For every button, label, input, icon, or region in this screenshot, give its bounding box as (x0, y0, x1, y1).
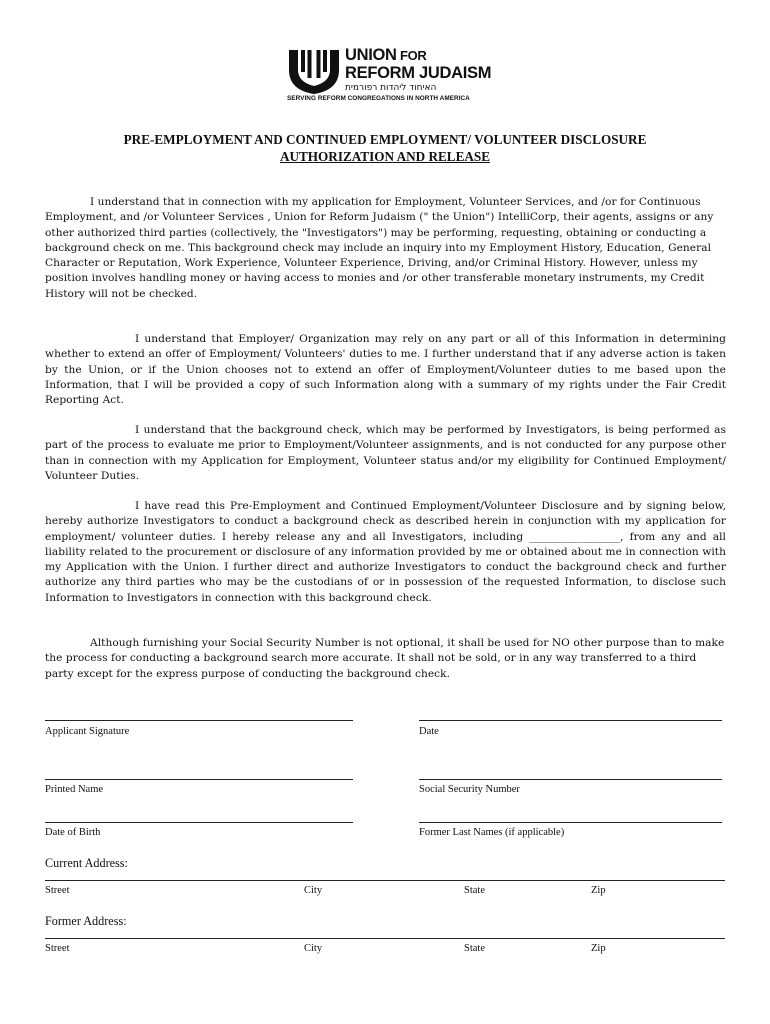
dob-line[interactable] (45, 822, 353, 823)
paragraph-3: I understand that the background check, which may be performed by Investigators, is being performed as part of the process to evaluate me prior to Employment/Volunteer assignments, and is not conducted for any purpose other than in connection with my Application for Employment, Volunteer status and/or my eligibility for Continued Employment/ Volunteer Duties. (45, 424, 726, 482)
ssn-label: Social Security Number (419, 784, 520, 795)
document-subtitle: AUTHORIZATION AND RELEASE (279, 149, 491, 164)
ssn-line[interactable] (419, 779, 722, 780)
paragraph-5: Although furnishing your Social Security Number is not optional, it shall be used for NO other purpose than to make the process for conducting a background search more accurate. It shall not be sold, or in any way transferred to a third party except for the express purpose of conducting the background check. (45, 637, 725, 680)
current-city-label: City (304, 885, 323, 896)
menorah-icon (287, 48, 341, 94)
logo-tagline: SERVING REFORM CONGREGATIONS IN NORTH AMERICA (287, 95, 470, 102)
date-line[interactable] (419, 720, 722, 721)
current-address-line[interactable] (45, 880, 725, 881)
document-title: PRE-EMPLOYMENT AND CONTINUED EMPLOYMENT/ VOLUNTEER DISCLOSURE (123, 132, 647, 147)
current-street-label: Street (45, 885, 70, 896)
logo-title-line2: REFORM JUDAISM (345, 64, 492, 82)
urj-logo (287, 46, 497, 106)
current-state-label: State (464, 885, 485, 896)
logo-hebrew-text: האיחוד ליהדות רפורמית (345, 83, 437, 93)
former-state-label: State (464, 943, 485, 954)
applicant-signature-line[interactable] (45, 720, 353, 721)
dob-label: Date of Birth (45, 827, 101, 838)
printed-name-label: Printed Name (45, 784, 104, 795)
former-city-label: City (304, 943, 323, 954)
applicant-signature-label: Applicant Signature (45, 726, 130, 737)
former-street-label: Street (45, 943, 70, 954)
current-zip-label: Zip (591, 885, 606, 896)
former-last-names-line[interactable] (419, 822, 722, 823)
former-last-names-label: Former Last Names (if applicable) (419, 827, 565, 838)
paragraph-4: I have read this Pre-Employment and Continued Employment/Volunteer Disclosure and by signing below, hereby authorize Investigators to conduct a background check as described herein in conjunction with my application for employment/ volunteer duties. I hereby release any and all Investigators, including _________________, from any and all liability related to the procurement or disclosure of any information provided by me or obtained about me in connection with my Application with the Union. I further direct and authorize Investigators to conduct the background check and further authorize any third parties who may be the custodians of or in possession of the requested Information, to disclose such Information to Investigators in connection with this background check. (45, 500, 726, 604)
current-address-heading: Current Address: (45, 856, 128, 870)
former-address-line[interactable] (45, 938, 725, 939)
former-address-heading: Former Address: (45, 914, 127, 928)
paragraph-1: I understand that in connection with my application for Employment, Volunteer Services, and /or for Continuous Employment, and /or Volunteer Services , Union for Reform Judaism (" the Union") IntelliCorp, their agents, assigns or any other authorized third parties (collectively, the "Investigators") may be performing, requesting, obtaining or conducting a background check on me. This background check may include an inquiry into my Employment History, Education, General Character or Reputation, Work Experience, Volunteer Experience, Driving, and/or Criminal History. However, unless my position involves handling money or having access to monies and /or other transferable monetary instruments, my Credit History will not be checked. (45, 196, 714, 300)
printed-name-line[interactable] (45, 779, 353, 780)
paragraph-2: I understand that Employer/ Organization may rely on any part or all of this Information in determining whether to extend an offer of Employment/ Volunteers' duties to me. I further understand that if any adverse action is taken by the Union, or if the Union chooses not to extend an offer of Employment/Volunteer duties to me based upon the Information, that I will be provided a copy of such Information along with a summary of my rights under the Fair Credit Reporting Act. (45, 333, 726, 407)
former-zip-label: Zip (591, 943, 606, 954)
date-label: Date (419, 726, 439, 737)
logo-title-line1: UNION FOR (345, 46, 427, 64)
